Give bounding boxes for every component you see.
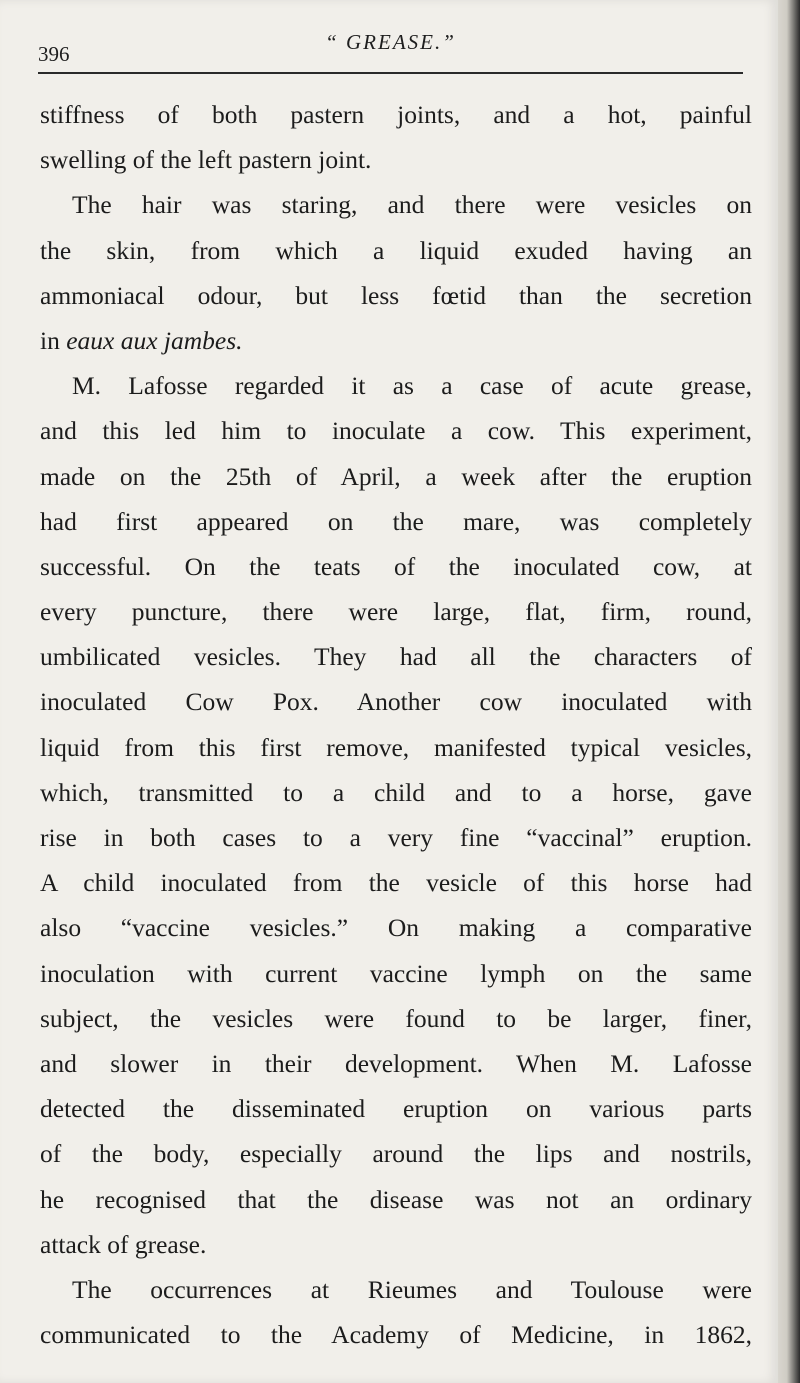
- italic-phrase: eaux aux jambes.: [66, 325, 243, 355]
- paragraph-3: [40, 363, 752, 1267]
- text-line: the skin, from which a liquid exuded having an: [40, 235, 752, 265]
- text-line: detected the disseminated eruption on various parts: [40, 1094, 752, 1124]
- text-line: of the body, especially around the lips and nostrils,: [40, 1139, 752, 1169]
- text-line: umbilicated vesicles. They had all the characters of: [40, 642, 752, 672]
- paragraph-4: [40, 1267, 752, 1357]
- paragraph-2: [40, 182, 752, 363]
- text-line: and this led him to inoculate a cow. This experiment,: [40, 416, 752, 446]
- page-number: 396: [38, 42, 70, 66]
- page-edge: [778, 0, 800, 1383]
- text-line: attack of grease.: [40, 1229, 207, 1259]
- text-line: communicated to the Academy of Medicine, in 1862,: [40, 1320, 752, 1350]
- text-line: stiffness of both pastern joints, and a hot, painful: [40, 100, 752, 129]
- text-line: made on the 25th of April, a week after the eruption: [40, 461, 752, 491]
- text-line: The hair was staring, and there were vesicles on: [72, 190, 752, 220]
- text-line: had first appeared on the mare, was completely: [40, 506, 752, 536]
- page-header: [38, 28, 743, 76]
- text-line: [40, 318, 752, 363]
- text-line: swelling of the left pastern joint.: [40, 145, 372, 175]
- text-line: subject, the vesicles were found to be larger, finer,: [40, 1003, 752, 1033]
- text-line: rise in both cases to a very fine “vaccinal” eruption.: [40, 823, 752, 852]
- text-line: inoculated Cow Pox. Another cow inoculated with: [40, 687, 752, 717]
- text-line: which, transmitted to a child and to a horse, gave: [40, 777, 752, 807]
- text-line-prefix: in: [40, 325, 67, 355]
- text-line: A child inoculated from the vesicle of this horse had: [40, 868, 752, 898]
- text-line: every puncture, there were large, flat, firm, round,: [40, 597, 752, 627]
- text-line: M. Lafosse regarded it as a case of acute grease,: [72, 371, 752, 401]
- text-line: ammoniacal odour, but less fœtid than the secretion: [40, 280, 752, 310]
- text-line: The occurrences at Rieumes and Toulouse were: [72, 1274, 752, 1304]
- body-text: [40, 92, 752, 1357]
- running-head: “ GREASE.”: [325, 30, 456, 54]
- header-rule: [38, 72, 743, 74]
- text-line: successful. On the teats of the inoculated cow, at: [40, 551, 752, 581]
- text-line: he recognised that the disease was not an ordinary: [40, 1184, 752, 1214]
- text-line: liquid from this first remove, manifested typical vesicles,: [40, 732, 752, 762]
- paragraph-1: [40, 92, 752, 182]
- text-line: also “vaccine vesicles.” On making a comparative: [40, 913, 752, 943]
- text-line: inoculation with current vaccine lymph on the same: [40, 958, 752, 988]
- text-line: and slower in their development. When M. Lafosse: [40, 1048, 752, 1078]
